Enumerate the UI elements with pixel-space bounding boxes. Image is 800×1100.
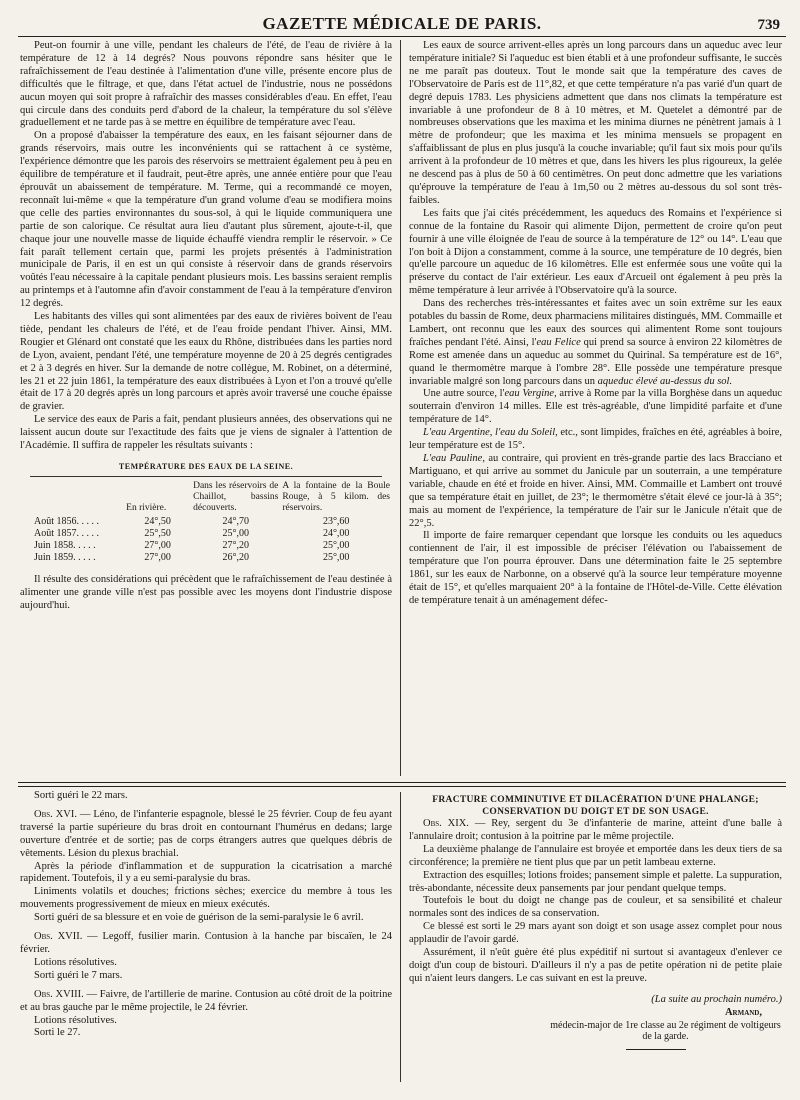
text-run: Une autre source, l' [423,388,505,400]
paragraph: Sorti le 27. [34,1027,81,1039]
table-cell: 27°,00 [144,539,171,551]
table-cell: 23°,60 [322,515,350,527]
column-divider-upper [400,40,401,776]
italic-run: L'eau Argentine [423,427,490,439]
text-run: , etc., sont limpides, fraîches en été, agréables à boire, leur température est de 15°. [409,427,782,452]
text-run: — Faivre, de l'artillerie de marine. Contusion au côté droit de la poitrine et au bras gauche par le même projectile, le 24 février. [20,988,392,1013]
table-title: TEMPÉRATURE DES EAUX DE LA SEINE. [118,462,294,471]
paragraph: Ce blessé est sorti le 29 mars ayant son doigt et son usage assez complet pour nous applaudir de l'avoir gardé. [409,921,782,946]
observation [20,989,392,1015]
text-run: , arrive à Rome par la villa Borghèse dans un aqueduc souterrain d'environ 14 milles. Elle est très-agréable, d'une limpidité parfaite et d'une température de 14°. [409,388,782,426]
paragraph [409,427,782,453]
paragraph: Après la période d'inflammation et de suppuration la cicatrisation a marché rapidement. Toutefois, il y a eu semi-paralysie du bras. [20,860,392,885]
table-cell: 25°,00 [322,539,350,551]
observation-label: Obs. XVI. [34,808,77,820]
text-run: — Léno, de l'infanterie espagnole, blessé le 25 février. Coup de feu ayant traversé la partie supérieure du bras droit en contournant l'humérus en dedans; large ouverture d'entrée et de sortie; pas de corps étrangers autres que quelques débris de vêtements. Lésion du plexus brachial. [20,808,392,859]
table-header-row [20,481,392,516]
to-be-continued: (La suite au prochain numéro.) [651,993,782,1005]
author-title: médecin-major de 1re classe au 2e régiment de voltigeurs de la garde. [550,1019,781,1043]
observation-label: Obs. XVIII. [34,988,84,1000]
text-run: — Rey, sergent du 3e d'infanterie de marine, atteint d'une balle à l'annulaire droit; contusion à la poitrine par le même projectile. [409,818,782,842]
table-cell: 27°,20 [222,539,249,551]
table [20,481,392,564]
paragraph: Extraction des esquilles; lotions froides; pansement simple et palette. La suppuration, très-abondante, nécessite deux pansements par jour pendant quelque temps. [409,869,782,894]
paragraph [409,388,782,427]
table-cell: Juin 1859. . . . . [34,551,96,563]
table-cell: 25°,00 [222,527,249,539]
section-divider [18,782,786,787]
table-cell: 25°,00 [322,551,350,563]
italic-run: eau Felice [536,336,581,348]
paragraph: Sorti guéri de sa blessure et en voie de guérison de la semi-paralysie le 6 avril. [34,912,364,924]
author-signature: Armand, [724,1006,762,1018]
table-cell: Août 1857. . . . . [34,527,99,539]
table-header: En rivière. [126,502,167,513]
paragraph [409,298,782,388]
paragraph: Les eaux de source arrivent-elles après un long parcours dans un aqueduc avec leur température initiale? Si l'aqueduc est bien établi et à une profondeur suffisante, le succès ne me paraît pas douteux. Tout le monde sait que la température des caves de l'Observatoire de Paris est de 11°,82, et que cette température n'a pas varié d'un quart de degré depuis 1783. Les physiciens admettent que dans nos climats la température est invariable à une profondeur de 8 à 10 mètres, et M. Quetelet a démontré par de nombreuses observations que les maxima et les minima diurnes ne pénètrent jamais à 1 mètre de profondeur; que les maxima et les minima mensuels se propagent en s'affaiblissant de plus en plus jusqu'à la couche invariable; qu'il faut six mois pour qu'ils arrivent à la profondeur de 10 mètres et que, dans les hivers les plus rigoureux, la gelée ne descend pas à plus de 50 à 60 centimètres. On peut donc admettre que les variations qu'éprouve la température de l'eau à 1m,50 ou 2 mètres au-dessous du sol sont très-faibles. [409,40,782,206]
paragraph: Toutefois le bout du doigt ne change pas de couleur, et sa sensibilité et chaleur normales sont des indices de sa conservation. [409,895,782,920]
table-cell: 24°,70 [222,515,249,527]
table-row [20,552,392,564]
page-number: 739 [757,17,780,33]
paragraph: Il résulte des considérations qui précèdent que le rafraîchissement de l'eau destinée à alimenter une grande ville n'est pas possible avec les moyens dont l'industrie dispose aujourd'hui. [20,573,392,611]
text-run: qui prend sa source à environ 22 kilomètres de Rome est amenée dans un aqueduc au sommet du Quirinal. Sa température est de 16°, quand le thermomètre marque à l'ombre 28°. Elle possède une température presque invariable malgré son long parcours dans un [409,336,782,387]
table-cell: 24°,50 [144,515,171,527]
text-run: , [489,427,496,439]
end-rule [626,1049,686,1050]
paragraph: Peut-on fournir à une ville, pendant les chaleurs de l'été, de l'eau de rivière à la température de 12 à 14 degrés? Nous pouvons répondre sans hésiter que le rafraîchissement de l'eau destinée à l'alimentation d'une ville, présente encore plus de difficultés que le filtrage, et que, dans l'état actuel de l'industrie, nous ne possédons aucun moyen qui soit propre à rafraîchir des masses considérables d'eau. En effet, l'eau qui circule dans des conduits perd d'abord de la chaleur, la température du sol s'élève graduellement et ne tarde pas à se mettre en équilibre de température avec l'eau. [20,40,392,129]
table-row [20,516,392,528]
table-header: A la fontaine de la Boule Rouge, à 5 kilom. des réservoirs. [282,480,390,513]
lower-left-column [20,790,392,1090]
paragraph: Les habitants des villes qui sont alimentées par des eaux de rivières boivent de l'eau tiède, pendant les chaleurs de l'été, et de l'eau froide pendant l'hiver. Ainsi, MM. Rougier et Glénard ont constaté que les eaux du Rhône, distribuées dans les parties nord de Lyon, avaient, pendant l'été, une température moyenne de 20 à 25 degrés centigrades et 2 à 3 degrés en hiver. Sur la demande de notre collègue, M. Robinet, on a déterminé, les 21 et 22 juin 1861, la température des eaux distribuées à Lyon et l'on a trouvé qu'elle était de 17 à 20 degrés après un long parcours et après avoir traversé une couche épaisse de gravier. [20,311,392,413]
paragraph: Il importe de faire remarquer cependant que lorsque les conduits ou les aqueducs contiennent de l'air, il est impossible de préciser l'élévation ou l'abaissement de température que l'on pourra éprouver. Dans une détermination faite le 25 septembre 1861, sur les eaux de Narbonne, on a observé qu'à la source leur température moyenne était de 15°, et qu'elles marquaient 20° à la fontaine de l'Hôtel-de-Ville. Cette élévation de température tenait à un aménagement défec- [409,530,782,606]
column-divider-lower [400,792,401,1082]
lower-right-column [409,794,782,1094]
table-cell: Juin 1858. . . . . [34,539,96,551]
paragraph: Lotions résolutives. [34,1014,117,1026]
paragraph: On a proposé d'abaisser la température des eaux, en les faisant séjourner dans de grands réservoirs, mais outre les inconvénients qui se rattachent à ce système, l'expérience démontre que les parois des réservoirs se mettraient également peu à peu en équilibre de température et il faudrait, peut-être après, une année entière pour que l'eau éprouvât un abaissement de température. M. Terme, qui a recommandé ce moyen, reconnaît lui-même « que la température d'un grand volume d'eau se modifiera moins que celle des parties environnantes du sous-sol, à qui le liquide communiquera une partie de son calorique. Ce résultat aura lieu d'autant plus sûrement, ajoute-t-il, que chaque jour une nouvelle masse de liquide échauffé viendra remplir le réservoir. » Ce fait paraît tellement certain que, parmi les projets présentés à l'administration municipale de Paris, il en est un qui consiste à réservoir dans de grands réservoirs voûtés l'eau nécessaire à la capitale pendant plusieurs mois. Les bassins seraient remplis au printemps et à l'automne afin d'avoir constamment de l'eau à la température d'environ 12 degrés. [20,130,392,310]
table-cell: 26°,20 [222,551,249,563]
paragraph: Sorti guéri le 22 mars. [34,790,128,801]
italic-run: eau Vergine [504,388,555,400]
table-rule [30,476,382,477]
observation [20,809,392,861]
observation [20,931,392,957]
upper-left-column [20,40,392,775]
table-row [20,528,392,540]
paragraph: Liniments volatils et douches; frictions sèches; exercice du membre à tous les mouvements progressivement de mieux en mieux exécutés. [20,886,392,911]
page-header [18,10,786,37]
observation-label: Obs. XIX. [423,818,469,829]
observation [409,818,782,844]
observation-label: Obs. XVII. [34,931,83,943]
table-header [20,481,124,516]
paragraph: Assurément, il n'eût guère été plus expéditif ni surtout si avantageux d'enlever ce doigt d'un coup de bistouri. D'ailleurs il n'y a pas de petite opération ni de petite plaie qui n'aient leurs dangers. Le cas suivant en est la preuve. [409,947,782,984]
table-cell: 27°,00 [144,551,171,563]
paragraph: Lotions résolutives. [34,956,117,968]
section-title: FRACTURE COMMINUTIVE ET DILACÉRATION D'UNE PHALANGE; CONSERVATION DU DOIGT ET DE SON USAGE. [432,795,759,817]
text-run: , au contraire, qui provient en très-grande partie des lacs Bracciano et Martiguano, et qui arrive au sommet du Janicule par un souterrain, a une température variable, chaude en été et froide en hiver. Ainsi, MM. Commaille et Lambert ont trouvé que sa température était en juillet, de 23°; le thermomètre s'était élevé ce jour-là à 35°; mais au moment de l'expérience, la température de l'air sur le Janicule n'était que de 22°,5. [409,453,782,529]
journal-title: GAZETTE MÉDICALE DE PARIS. [262,14,542,33]
table-cell: Août 1856. . . . . [34,515,99,527]
paragraph: Sorti guéri le 7 mars. [34,969,123,981]
text-run: Dans des recherches très-intéressantes et faites avec un soin extrême sur les eaux potables du bassin de Rome, deux pharmaciens militaires distingués, MM. Commaille et Lambert, ont reconnu que les eaux des sources qui alimentent Rome sont toujours fraîches pendant l'été. Ainsi, l' [409,298,782,348]
paragraph: Les faits que j'ai cités précédemment, les aqueducs des Romains et l'expérience si connue de la fontaine du Rasoir qui alimente Dijon, permettent de croire qu'on peut fournir à une ville éloignée de l'eau de source à la température de 12° ou 14°. L'eau que l'on boit à Dijon a constamment, comme à la source, une température de 10 degrés, bien qu'elle parcoure un aqueduc de 16 kilomètres. Elle est enfermée sous une voûte qui la préserve du contact de l'air extérieur. Les eaux d'Arcueil ont également à peu près la même température à leur arrivée à l'Observatoire qu'à la source. [409,207,782,297]
table-cell: 24°,00 [322,527,350,539]
temperature-table [20,461,392,564]
italic-run: L'eau Pauline [423,453,483,464]
italic-run: aqueduc élevé au-dessus du sol. [597,375,733,387]
paragraph [409,453,782,530]
italic-run: l'eau du Soleil [495,427,556,439]
upper-right-column [409,40,782,775]
text-run: — Legoff, fusilier marin. Contusion à la hanche par biscaïen, le 24 février. [20,931,392,955]
table-cell: 25°,50 [144,527,171,539]
table-header: Dans les réservoirs de Chaillot, bassins découverts. [193,480,279,513]
paragraph: La deuxième phalange de l'annulaire est broyée et emportée dans les deux tiers de sa circonférence; la première ne tient plus que par un petit lambeau externe. [409,843,782,868]
table-row [20,540,392,552]
paragraph: Le service des eaux de Paris a fait, pendant plusieurs années, des observations qui ne laissent aucun doute sur l'exactitude des faits que je viens de signaler à l'attention de l'Académie. Il suffira de rappeler les résultats suivants : [20,414,392,452]
